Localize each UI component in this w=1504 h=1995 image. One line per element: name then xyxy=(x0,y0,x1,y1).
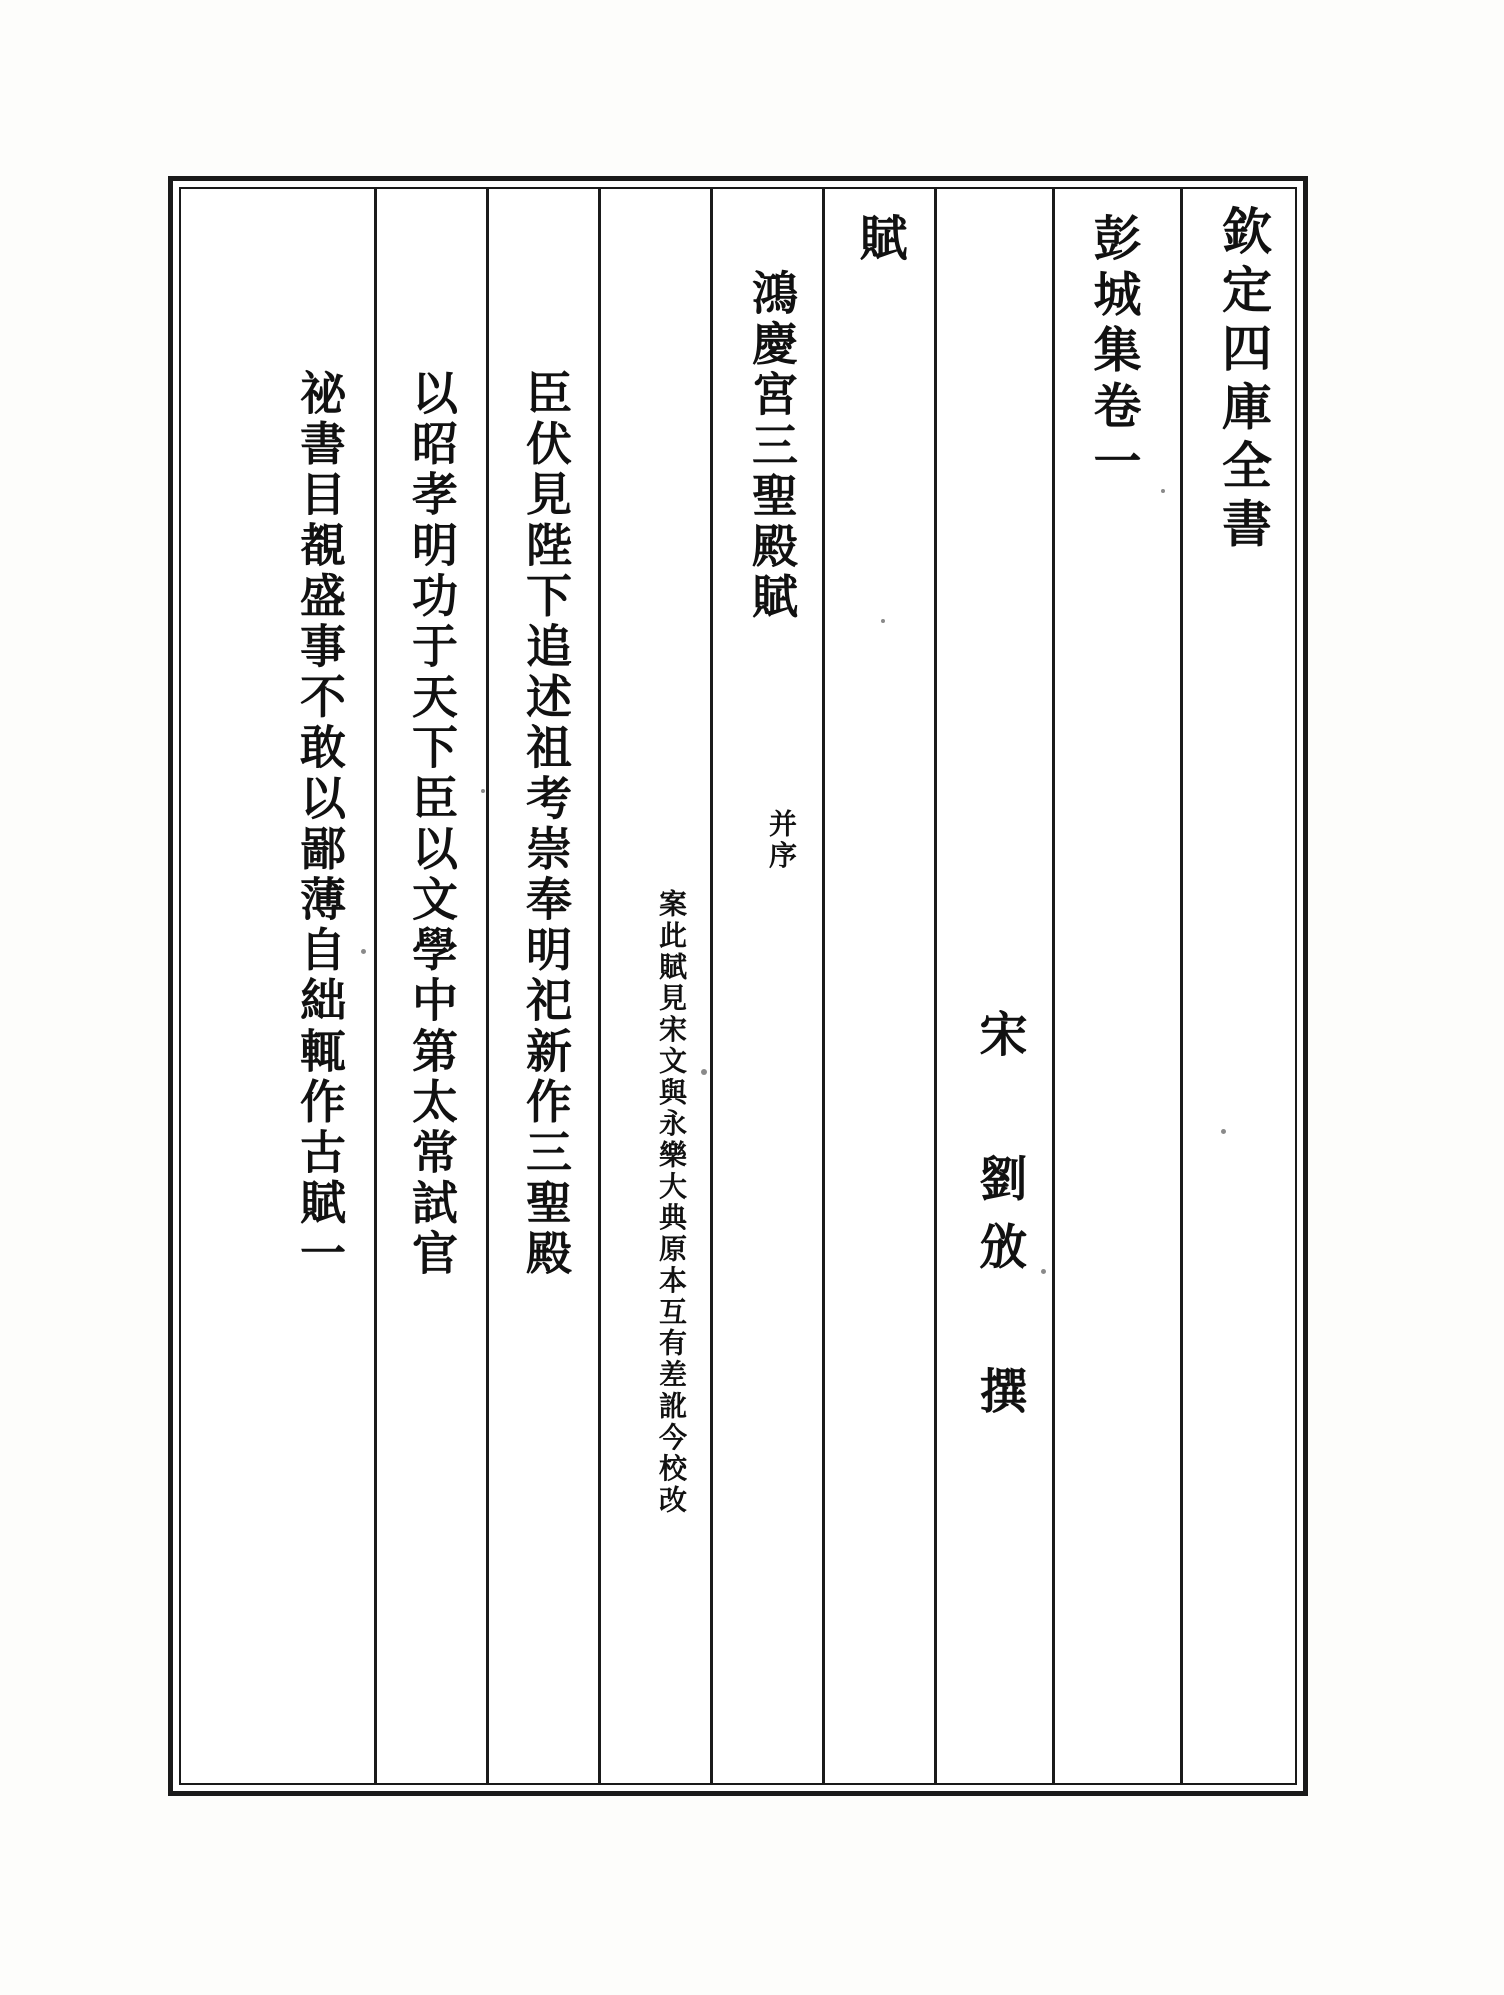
scan-speck xyxy=(361,949,366,954)
column-rule xyxy=(598,189,601,1783)
column-rule xyxy=(710,189,713,1783)
column-rule xyxy=(1052,189,1055,1783)
scan-speck xyxy=(701,1069,707,1075)
column-rule xyxy=(374,189,377,1783)
author-line: 宋 劉攽 撰 xyxy=(971,1009,1027,1434)
piece-title: 鴻慶宮三聖殿賦 xyxy=(745,269,799,624)
volume-line: 彭城集卷一 xyxy=(1085,213,1141,492)
genre-heading: 賦 xyxy=(851,213,907,266)
body-column: 以昭孝明功于天下臣以文學中第太常試官 xyxy=(405,369,459,1280)
body-column: 祕書目覩盛事不敢以鄙薄自絀輒作古賦一 xyxy=(293,369,347,1280)
column-rule xyxy=(822,189,825,1783)
column-rule xyxy=(1180,189,1183,1783)
scan-speck xyxy=(481,789,485,793)
scan-speck xyxy=(1161,489,1165,493)
editorial-note: 案此賦見宋文與永樂大典原本互有差訛今校改 xyxy=(655,889,688,1517)
title-note: 并序 xyxy=(765,809,798,872)
scan-speck xyxy=(1221,1129,1226,1134)
text-frame xyxy=(168,176,1308,1796)
column-rule xyxy=(486,189,489,1783)
scan-speck xyxy=(881,619,885,623)
text-frame-inner-rule xyxy=(179,187,1297,1785)
frame-series-header: 欽定四庫全書 xyxy=(1214,205,1273,556)
scan-speck xyxy=(1041,1269,1046,1274)
body-column: 臣伏見陛下追述祖考崇奉明祀新作三聖殿 xyxy=(519,369,573,1280)
column-rule xyxy=(934,189,937,1783)
